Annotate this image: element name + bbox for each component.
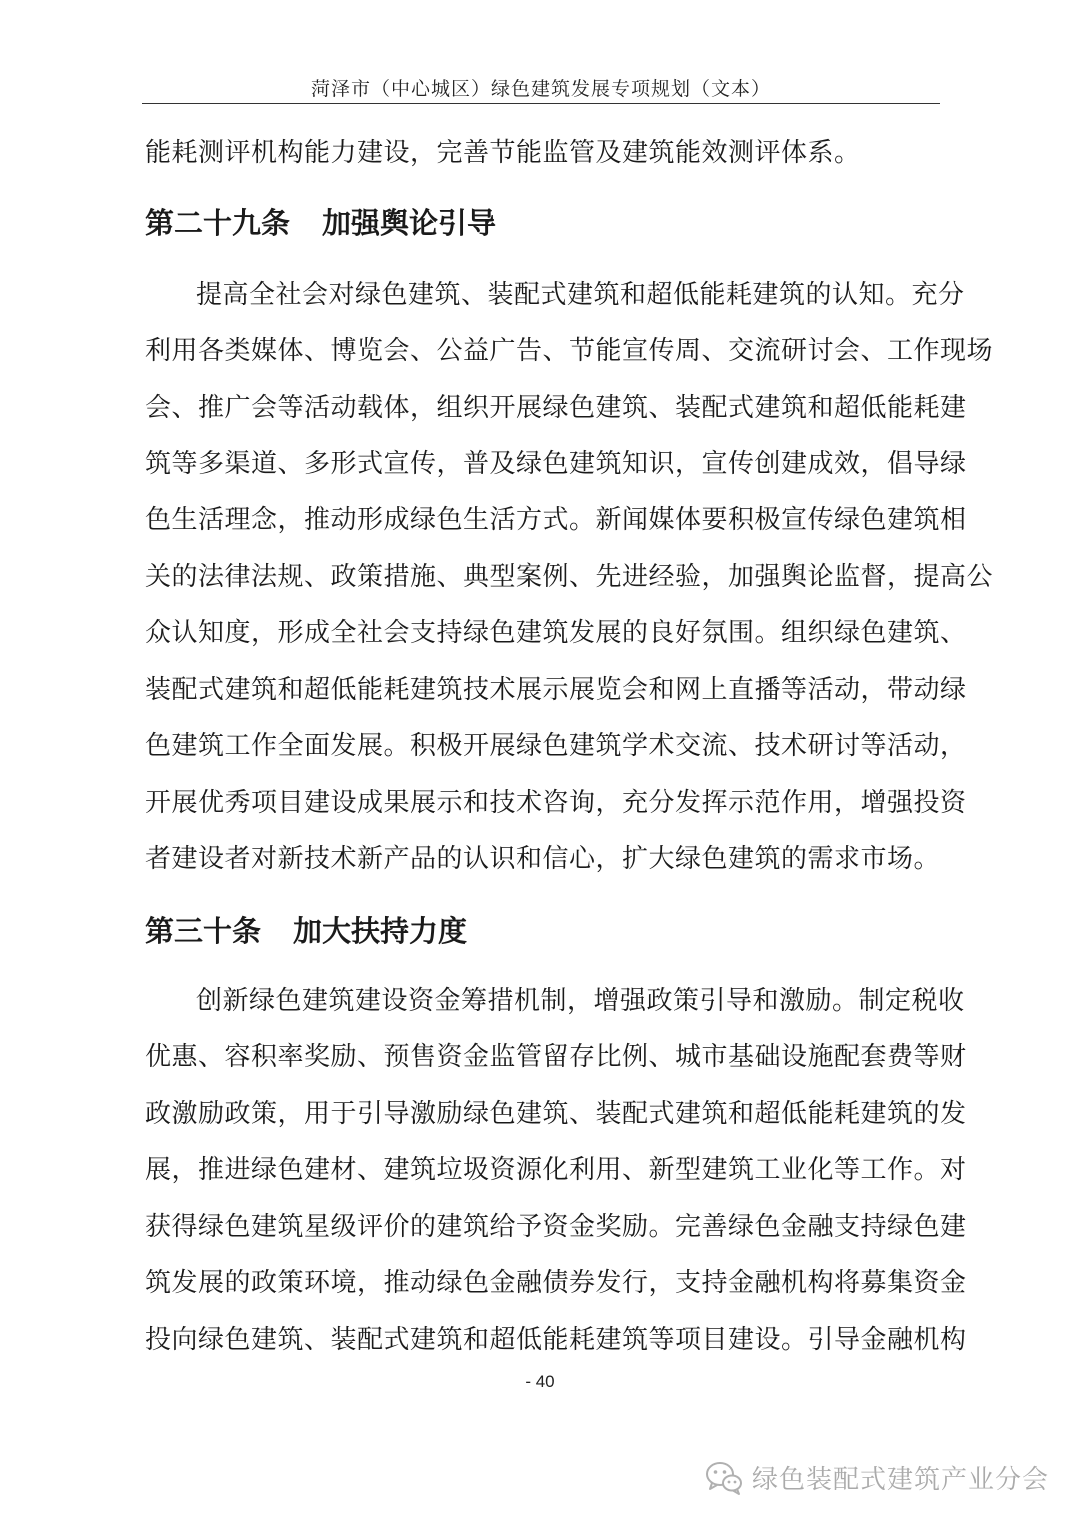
section-29-heading xyxy=(145,201,935,245)
section-29-number: 第二十九条 xyxy=(145,206,291,240)
section-29-title: 加强舆论引导 xyxy=(322,206,497,240)
wechat-icon xyxy=(704,1457,744,1497)
section-29-line: 者建设者对新技术新产品的认识和信心，扩大绿色建筑的需求市场。 xyxy=(145,844,941,874)
header-divider xyxy=(142,103,940,104)
section-30-line: 政激励政策，用于引导激励绿色建筑、装配式建筑和超低能耗建筑的发 xyxy=(145,1099,967,1129)
section-29-line: 装配式建筑和超低能耗建筑技术展示展览会和网上直播等活动，带动绿 xyxy=(145,675,967,705)
section-29-line: 关的法律法规、政策措施、典型案例、先进经验，加强舆论监督，提高公 xyxy=(145,562,994,592)
section-29-line: 提高全社会对绿色建筑、装配式建筑和超低能耗建筑的认知。充分 xyxy=(196,280,965,310)
section-29-line: 利用各类媒体、博览会、公益广告、节能宣传周、交流研讨会、工作现场 xyxy=(145,336,994,366)
watermark-text: 绿色装配式建筑产业分会 xyxy=(752,1464,1050,1495)
page-header-title: 菏泽市（中心城区）绿色建筑发展专项规划（文本） xyxy=(310,78,771,100)
section-29-line: 开展优秀项目建设成果展示和技术咨询，充分发挥示范作用，增强投资 xyxy=(145,788,967,818)
section-30-number: 第三十条 xyxy=(145,914,262,948)
section-30-line: 优惠、容积率奖励、预售资金监管留存比例、城市基础设施配套费等财 xyxy=(145,1042,967,1072)
section-29-line: 会、推广会等活动载体，组织开展绿色建筑、装配式建筑和超低能耗建 xyxy=(145,393,967,423)
section-30-line: 创新绿色建筑建设资金筹措机制，增强政策引导和激励。制定税收 xyxy=(196,986,965,1016)
section-29-line: 筑等多渠道、多形式宣传，普及绿色建筑知识，宣传创建成效，倡导绿 xyxy=(145,449,967,479)
intro-line: 能耗测评机构能力建设，完善节能监管及建筑能效测评体系。 xyxy=(145,138,861,168)
section-30-title: 加大扶持力度 xyxy=(293,914,468,948)
page-number: - 40 xyxy=(525,1372,555,1391)
section-30-line: 获得绿色建筑星级评价的建筑给予资金奖励。完善绿色金融支持绿色建 xyxy=(145,1212,967,1242)
section-29-line: 色建筑工作全面发展。积极开展绿色建筑学术交流、技术研讨等活动， xyxy=(145,731,967,761)
section-29-line: 色生活理念，推动形成绿色生活方式。新闻媒体要积极宣传绿色建筑相 xyxy=(145,505,967,535)
section-30-line: 投向绿色建筑、装配式建筑和超低能耗建筑等项目建设。引导金融机构 xyxy=(145,1325,967,1355)
watermark xyxy=(704,1455,1054,1499)
section-30-heading xyxy=(145,909,935,953)
section-30-line: 筑发展的政策环境，推动绿色金融债券发行，支持金融机构将募集资金 xyxy=(145,1268,967,1298)
section-29-line: 众认知度，形成全社会支持绿色建筑发展的良好氛围。组织绿色建筑、 xyxy=(145,618,967,648)
section-30-line: 展，推进绿色建材、建筑垃圾资源化利用、新型建筑工业化等工作。对 xyxy=(145,1155,967,1185)
